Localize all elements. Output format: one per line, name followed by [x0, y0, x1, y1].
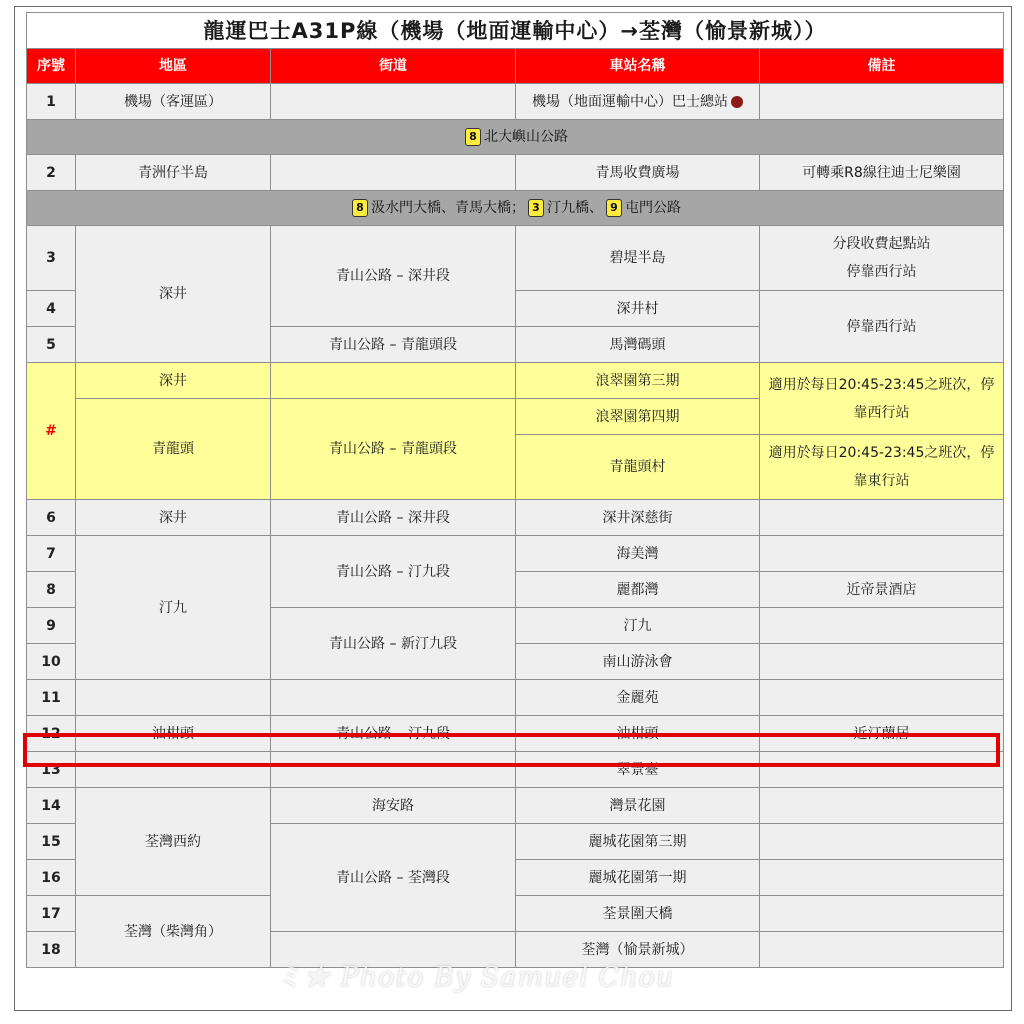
street-cell: [271, 680, 516, 716]
stop-cell: 荃景圍天橋: [516, 896, 760, 932]
district-cell: 荃灣西約: [76, 788, 271, 896]
table-row: [27, 363, 1004, 399]
header-street: 街道: [271, 49, 516, 84]
stop-number: 10: [27, 644, 76, 680]
header-stop-name: 車站名稱: [516, 49, 760, 84]
via-text: 汀九橋、: [547, 200, 603, 216]
stop-cell: 麗城花園第一期: [516, 860, 760, 896]
stop-cell: 麗城花園第三期: [516, 824, 760, 860]
via-text: 屯門公路: [625, 200, 681, 216]
stop-number: 13: [27, 752, 76, 788]
street-cell: 海安路: [271, 788, 516, 824]
remark-cell: 近汀蘭居: [760, 716, 1004, 752]
header-row: [27, 49, 1004, 84]
remark-cell: [760, 608, 1004, 644]
stop-cell: 翠景臺: [516, 752, 760, 788]
remark-cell: [760, 500, 1004, 536]
remark-cell: [760, 226, 1004, 291]
stop-cell: 深井村: [516, 291, 760, 327]
route-8-badge: 8: [465, 128, 481, 146]
stop-cell: 金麗苑: [516, 680, 760, 716]
route-9-badge: 9: [606, 199, 622, 217]
photo-watermark: ミ★ Photo By Samuel Chou: [275, 962, 675, 993]
stop-cell: 青馬收費廣場: [516, 155, 760, 191]
remark-cell: 可轉乘R8線往迪士尼樂園: [760, 155, 1004, 191]
district-cell: 深井: [76, 226, 271, 363]
remark-line: 分段收費起點站: [832, 236, 931, 252]
stop-number: #: [27, 363, 76, 500]
table-title: 龍運巴士A31P線（機場（地面運輸中心）→荃灣（愉景新城））: [27, 13, 1004, 49]
stop-number: 3: [27, 226, 76, 291]
remark-cell: [760, 788, 1004, 824]
via-row: [27, 120, 1004, 155]
table-row: [27, 752, 1004, 788]
district-cell: 荃灣（柴灣角）: [76, 896, 271, 968]
via-text: 北大嶼山公路: [484, 129, 568, 145]
street-cell: 青山公路 – 青龍頭段: [271, 399, 516, 500]
district-cell: 機場（客運區）: [76, 84, 271, 120]
stop-number: 14: [27, 788, 76, 824]
header-seq: 序號: [27, 49, 76, 84]
district-cell: 青洲仔半島: [76, 155, 271, 191]
stop-number: 2: [27, 155, 76, 191]
remark-cell: 停靠西行站: [760, 291, 1004, 363]
stop-cell: 碧堤半島: [516, 226, 760, 291]
stop-number: 8: [27, 572, 76, 608]
district-cell: 深井: [76, 500, 271, 536]
via-text: 汲水門大橋、青馬大橋；: [371, 200, 525, 216]
route-8-badge: 8: [352, 199, 368, 217]
street-cell: 青山公路 – 深井段: [271, 226, 516, 327]
remark-cell: [760, 824, 1004, 860]
street-cell: 青山公路 – 汀九段: [271, 536, 516, 608]
street-cell: [271, 363, 516, 399]
header-remarks: 備註: [760, 49, 1004, 84]
table-row: [27, 680, 1004, 716]
via-route: [27, 120, 1004, 155]
route-stop-table: [26, 12, 1004, 968]
stop-number: 18: [27, 932, 76, 968]
table-row: [27, 896, 1004, 932]
stop-cell: 馬灣碼頭: [516, 327, 760, 363]
stop-number: 9: [27, 608, 76, 644]
remark-cell: [760, 896, 1004, 932]
district-cell: [76, 680, 271, 716]
route-3-badge: 3: [528, 199, 544, 217]
district-cell: 汀九: [76, 536, 271, 680]
street-cell: [271, 752, 516, 788]
stop-number: 15: [27, 824, 76, 860]
stop-number: 12: [27, 716, 76, 752]
stop-cell: 青龍頭村: [516, 435, 760, 500]
stop-number: 17: [27, 896, 76, 932]
remark-cell: [760, 536, 1004, 572]
remark-cell: 適用於每日20:45-23:45之班次，停靠東行站: [760, 435, 1004, 500]
stop-cell: 汀九: [516, 608, 760, 644]
table-row: [27, 788, 1004, 824]
stop-cell: [516, 84, 760, 120]
district-cell: [76, 752, 271, 788]
via-route: [27, 191, 1004, 226]
table-row-highlighted: [27, 716, 1004, 752]
remark-cell: [760, 752, 1004, 788]
via-row: [27, 191, 1004, 226]
remark-cell: [760, 84, 1004, 120]
stop-number: 6: [27, 500, 76, 536]
street-cell: 青山公路 – 青龍頭段: [271, 327, 516, 363]
table-row: [27, 84, 1004, 120]
street-cell: 青山公路 – 荃灣段: [271, 824, 516, 932]
stop-name: 機場（地面運輸中心）巴士總站: [532, 93, 728, 110]
stop-cell: 荃灣（愉景新城）: [516, 932, 760, 968]
stop-number: 5: [27, 327, 76, 363]
street-cell: 青山公路 – 深井段: [271, 500, 516, 536]
street-cell: 青山公路 – 汀九段: [271, 716, 516, 752]
stop-cell: 油柑頭: [516, 716, 760, 752]
remark-line: 停靠西行站: [846, 264, 917, 280]
district-cell: 油柑頭: [76, 716, 271, 752]
stop-number: 1: [27, 84, 76, 120]
remark-cell: [760, 932, 1004, 968]
table-row: [27, 226, 1004, 291]
table-row: [27, 500, 1004, 536]
table-row: [27, 536, 1004, 572]
street-cell: 青山公路 – 新汀九段: [271, 608, 516, 680]
street-cell: [271, 155, 516, 191]
stop-cell: 南山游泳會: [516, 644, 760, 680]
stop-number: 11: [27, 680, 76, 716]
stop-cell: 灣景花園: [516, 788, 760, 824]
stop-number: 4: [27, 291, 76, 327]
stop-cell: 浪翠園第三期: [516, 363, 760, 399]
remark-cell: [760, 860, 1004, 896]
remark-cell: [760, 644, 1004, 680]
stop-cell: 海美灣: [516, 536, 760, 572]
remark-cell: 適用於每日20:45-23:45之班次，停靠西行站: [760, 363, 1004, 435]
terminus-icon: [731, 96, 743, 108]
street-cell: [271, 84, 516, 120]
remark-cell: [760, 680, 1004, 716]
stop-cell: 深井深慈街: [516, 500, 760, 536]
header-district: 地區: [76, 49, 271, 84]
district-cell: 深井: [76, 363, 271, 399]
stop-cell: 浪翠園第四期: [516, 399, 760, 435]
table-row: [27, 155, 1004, 191]
district-cell: 青龍頭: [76, 399, 271, 500]
stop-cell: 麗都灣: [516, 572, 760, 608]
stop-number: 16: [27, 860, 76, 896]
stop-number: 7: [27, 536, 76, 572]
remark-cell: 近帝景酒店: [760, 572, 1004, 608]
